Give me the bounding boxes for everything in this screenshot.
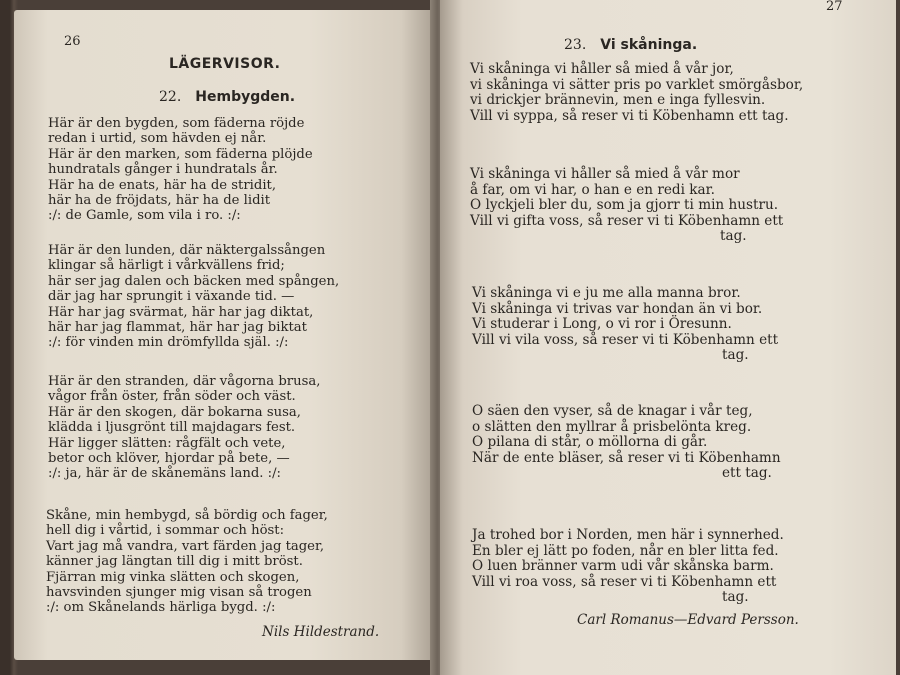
- verse-line: Vill vi gifta voss, så reser vi ti Köbenhamn ett: [470, 212, 784, 229]
- verse-line: hell dig i vårtid, i sommar och höst:: [46, 523, 285, 539]
- verse-line: där jag har sprungit i växande tid. —: [48, 289, 295, 305]
- verse-line: Här är den skogen, där bokarna susa,: [48, 404, 301, 420]
- verse-line: havsvinden sjunger mig visan så trogen: [46, 585, 312, 601]
- verse-line: Här är den bygden, som fäderna röjde: [48, 116, 305, 131]
- verse-line: hundratals gånger i hundratals år.: [48, 162, 278, 178]
- verse-line: ett tag.: [722, 465, 772, 482]
- verse-line: :/: de Gamle, som vila i ro. :/:: [48, 208, 241, 224]
- verse-line: O lyckjeli bler du, som ja gjorr ti min hustru.: [470, 197, 779, 214]
- verse-line: Här ha de enats, här ha de stridit,: [48, 177, 277, 193]
- verse-line: tag.: [722, 589, 749, 606]
- verse-line: O luen bränner varm udi vår skånska barm.: [472, 558, 774, 575]
- verse-line: Vi skåninga vi håller så mied å vår jor,: [470, 61, 734, 77]
- left-page: [14, 10, 435, 660]
- section-title: LÄGERVISOR.: [169, 56, 281, 72]
- verse-line: tag.: [722, 347, 749, 364]
- stanza-4: [46, 508, 328, 616]
- author-right: Carl Romanus—Edvard Persson.: [577, 612, 799, 628]
- stanza-4: [472, 404, 781, 482]
- verse-line: O pilana di står, o möllorna di går.: [472, 434, 708, 451]
- song-title-right: [564, 37, 697, 53]
- verse-line: :/: för vinden min drömfyllda själ. :/:: [48, 335, 289, 351]
- verse-line: När de ente bläser, så reser vi ti Köbenhamn: [472, 449, 781, 466]
- song-title-text: Vi skåninga.: [600, 37, 698, 53]
- verse-line: O säen den vyser, så de knagar i vår teg,: [472, 403, 753, 419]
- verse-line: Skåne, min hembygd, så bördig och fager,: [46, 508, 328, 523]
- right-page: [440, 0, 896, 675]
- verse-line: känner jag längtan till dig i mitt bröst.: [46, 554, 303, 570]
- song-number: 23.: [564, 37, 587, 53]
- verse-line: Vill vi roa voss, så reser vi ti Köbenhamn ett: [472, 573, 777, 590]
- verse-line: vi drickjer brännevin, men e inga fyllesvin.: [470, 92, 766, 109]
- song-title-text: Hembygden.: [195, 89, 296, 105]
- verse-line: klingar så härligt i vårkvällens frid;: [48, 258, 285, 274]
- page-number-right: 27: [826, 0, 843, 14]
- verse-line: klädda i ljusgrönt till majdagars fest.: [48, 420, 296, 436]
- song-number: 22.: [159, 89, 182, 105]
- verse-line: En bler ej lätt po foden, når en bler litta fed.: [472, 542, 779, 559]
- verse-line: Ja trohed bor i Norden, men här i synnerhed.: [472, 527, 784, 543]
- author-left: Nils Hildestrand.: [262, 624, 380, 640]
- verse-line: Här är den lunden, där näktergalssången: [48, 243, 326, 258]
- verse-line: betor och klöver, hjordar på bete, —: [48, 451, 290, 467]
- verse-line: Vi skåninga vi e ju me alla manna bror.: [472, 285, 741, 301]
- verse-line: Vi skåninga vi håller så mied å vår mor: [470, 166, 740, 182]
- stanza-1: [48, 116, 313, 224]
- stanza-3: [48, 374, 320, 482]
- verse-line: o slätten den myllrar å prisbelönta kreg.: [472, 418, 752, 435]
- verse-line: här ha de fröjdats, här ha de lidit: [48, 193, 271, 209]
- verse-line: Här ligger slätten: rågfält och vete,: [48, 435, 286, 451]
- verse-line: här ser jag dalen och bäcken med spången,: [48, 273, 340, 289]
- verse-line: å far, om vi har, o han e en redi kar.: [470, 181, 715, 198]
- stanza-3: [472, 286, 778, 364]
- verse-line: Här är den marken, som fäderna plöjde: [48, 146, 313, 162]
- verse-line: Vi skåninga vi trivas var hondan än vi bor.: [472, 300, 763, 317]
- verse-line: Vart jag må vandra, vart färden jag tager,: [46, 538, 325, 554]
- song-title-left: [159, 89, 295, 105]
- verse-line: tag.: [720, 228, 747, 245]
- page-number-left: 26: [64, 34, 81, 49]
- verse-line: :/: ja, här är de skånemäns land. :/:: [48, 466, 281, 482]
- stanza-1: [470, 62, 803, 124]
- verse-line: redan i urtid, som hävden ej når.: [48, 131, 267, 147]
- verse-line: Vill vi vila voss, så reser vi ti Köbenhamn ett: [472, 331, 779, 348]
- verse-line: Vi studerar i Long, o vi ror i Öresunn.: [472, 316, 732, 333]
- verse-line: här har jag flammat, här har jag biktat: [48, 320, 307, 336]
- verse-line: Vill vi syppa, så reser vi ti Köbenhamn ett tag.: [470, 107, 789, 124]
- verse-line: Fjärran mig vinka slätten och skogen,: [46, 569, 300, 585]
- verse-line: Här har jag svärmat, här har jag diktat,: [48, 304, 314, 320]
- stanza-2: [48, 243, 339, 351]
- verse-line: Här är den stranden, där vågorna brusa,: [48, 374, 321, 389]
- verse-line: :/: om Skånelands härliga bygd. :/:: [46, 600, 276, 616]
- stanza-5: [472, 528, 784, 606]
- verse-line: vi skåninga vi sätter pris po varklet smörgåsbor,: [470, 76, 804, 93]
- verse-line: vågor från öster, från söder och väst.: [48, 389, 296, 405]
- stanza-2: [470, 167, 783, 245]
